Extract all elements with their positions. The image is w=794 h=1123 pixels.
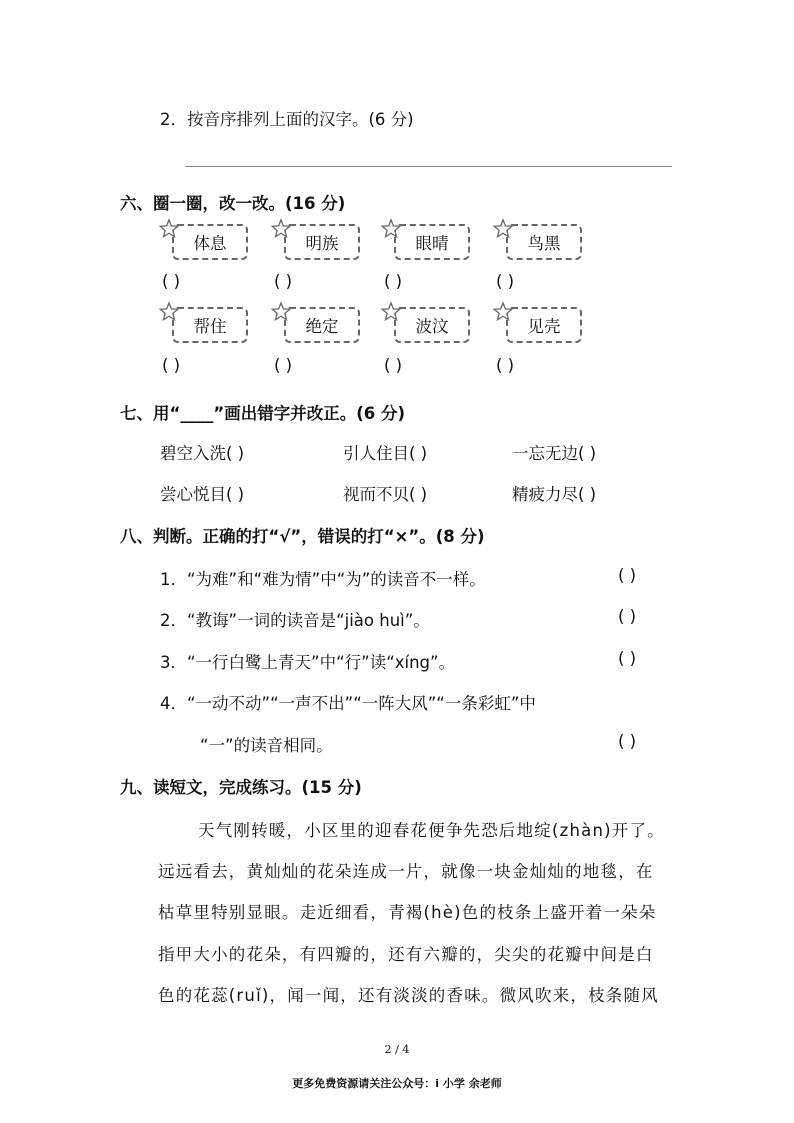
correction-item[interactable]: 尝心悦目( ) xyxy=(160,485,245,504)
word-box[interactable] xyxy=(284,307,360,343)
star-icon xyxy=(270,218,292,240)
judgment-statement-continued: “一”的读音相同。 xyxy=(200,736,333,755)
star-icon xyxy=(492,218,514,240)
word-box[interactable] xyxy=(506,307,582,343)
star-icon xyxy=(492,301,514,323)
passage-line: 色的花蕊(ruǐ)，闻一闻，还有淡淡的香味。微风吹来，枝条随风 xyxy=(158,986,659,1005)
judgment-answer-blank[interactable]: ( ) xyxy=(618,566,637,585)
word-text: 鸟黑 xyxy=(527,234,561,253)
word-text: 帮住 xyxy=(193,317,227,336)
answer-blank[interactable]: ( ) xyxy=(496,356,515,375)
word-text: 体息 xyxy=(193,234,227,253)
judgment-statement: 3．“一行白鹭上青天”中“行”读“xíng”。 xyxy=(160,653,456,672)
star-icon xyxy=(380,301,402,323)
star-icon xyxy=(380,218,402,240)
star-icon xyxy=(158,301,180,323)
word-text: 明族 xyxy=(305,234,339,253)
word-box[interactable] xyxy=(172,307,248,343)
judgment-answer-blank[interactable]: ( ) xyxy=(618,607,637,626)
star-icon xyxy=(270,301,292,323)
answer-blank[interactable]: ( ) xyxy=(274,272,293,291)
answer-blank[interactable]: ( ) xyxy=(384,356,403,375)
word-box[interactable] xyxy=(172,224,248,260)
footer-note: 更多免费资源请关注公众号：i 小学 余老师 xyxy=(292,1077,502,1090)
judgment-statement: 1．“为难”和“难为情”中“为”的读音不一样。 xyxy=(160,570,486,589)
judgment-answer-blank[interactable]: ( ) xyxy=(618,732,637,751)
word-text: 波汶 xyxy=(415,317,449,336)
correction-item[interactable]: 一忘无边( ) xyxy=(512,444,597,463)
correction-item[interactable]: 引人住目( ) xyxy=(343,444,428,463)
answer-blank[interactable]: ( ) xyxy=(496,272,515,291)
section-8-heading: 八、判断。正确的打“√”，错误的打“×”。(8 分) xyxy=(120,527,485,546)
word-box[interactable] xyxy=(394,307,470,343)
answer-blank[interactable]: ( ) xyxy=(162,272,181,291)
passage-line: 指甲大小的花朵，有四瓣的，还有六瓣的，尖尖的花瓣中间是白 xyxy=(158,945,654,964)
section-6-heading: 六、圈一圈，改一改。(16 分) xyxy=(120,194,346,213)
answer-line[interactable] xyxy=(185,166,672,167)
word-text: 绝定 xyxy=(305,317,339,336)
star-icon xyxy=(158,218,180,240)
correction-item[interactable]: 视而不贝( ) xyxy=(343,485,428,504)
section-7-heading: 七、用“____”画出错字并改正。(6 分) xyxy=(120,404,405,423)
answer-blank[interactable]: ( ) xyxy=(162,356,181,375)
word-text: 见壳 xyxy=(527,317,561,336)
word-box[interactable] xyxy=(284,224,360,260)
passage-line: 远远看去，黄灿灿的花朵连成一片，就像一块金灿灿的地毯，在 xyxy=(158,862,654,881)
page-number: 2 / 4 xyxy=(384,1043,410,1056)
word-box[interactable] xyxy=(394,224,470,260)
word-text: 眼晴 xyxy=(415,234,449,253)
answer-blank[interactable]: ( ) xyxy=(384,272,403,291)
passage-line: 枯草里特别显眼。走近细看，青褐(hè)色的枝条上盛开着一朵朵 xyxy=(158,903,657,922)
answer-blank[interactable]: ( ) xyxy=(274,356,293,375)
judgment-statement: 2．“教诲”一词的读音是“jiào huì”。 xyxy=(160,611,430,630)
question-2-text: 2．按音序排列上面的汉字。(6 分) xyxy=(160,110,414,129)
judgment-statement: 4．“一动不动”“一声不出”“一阵大风”“一条彩虹”中 xyxy=(160,694,536,713)
passage-line: 天气刚转暖，小区里的迎春花便争先恐后地绽(zhàn)开了。 xyxy=(198,821,665,840)
word-box[interactable] xyxy=(506,224,582,260)
section-9-heading: 九、读短文，完成练习。(15 分) xyxy=(120,778,362,797)
correction-item[interactable]: 精疲力尽( ) xyxy=(512,485,597,504)
judgment-answer-blank[interactable]: ( ) xyxy=(618,649,637,668)
correction-item[interactable]: 碧空入洗( ) xyxy=(160,444,245,463)
